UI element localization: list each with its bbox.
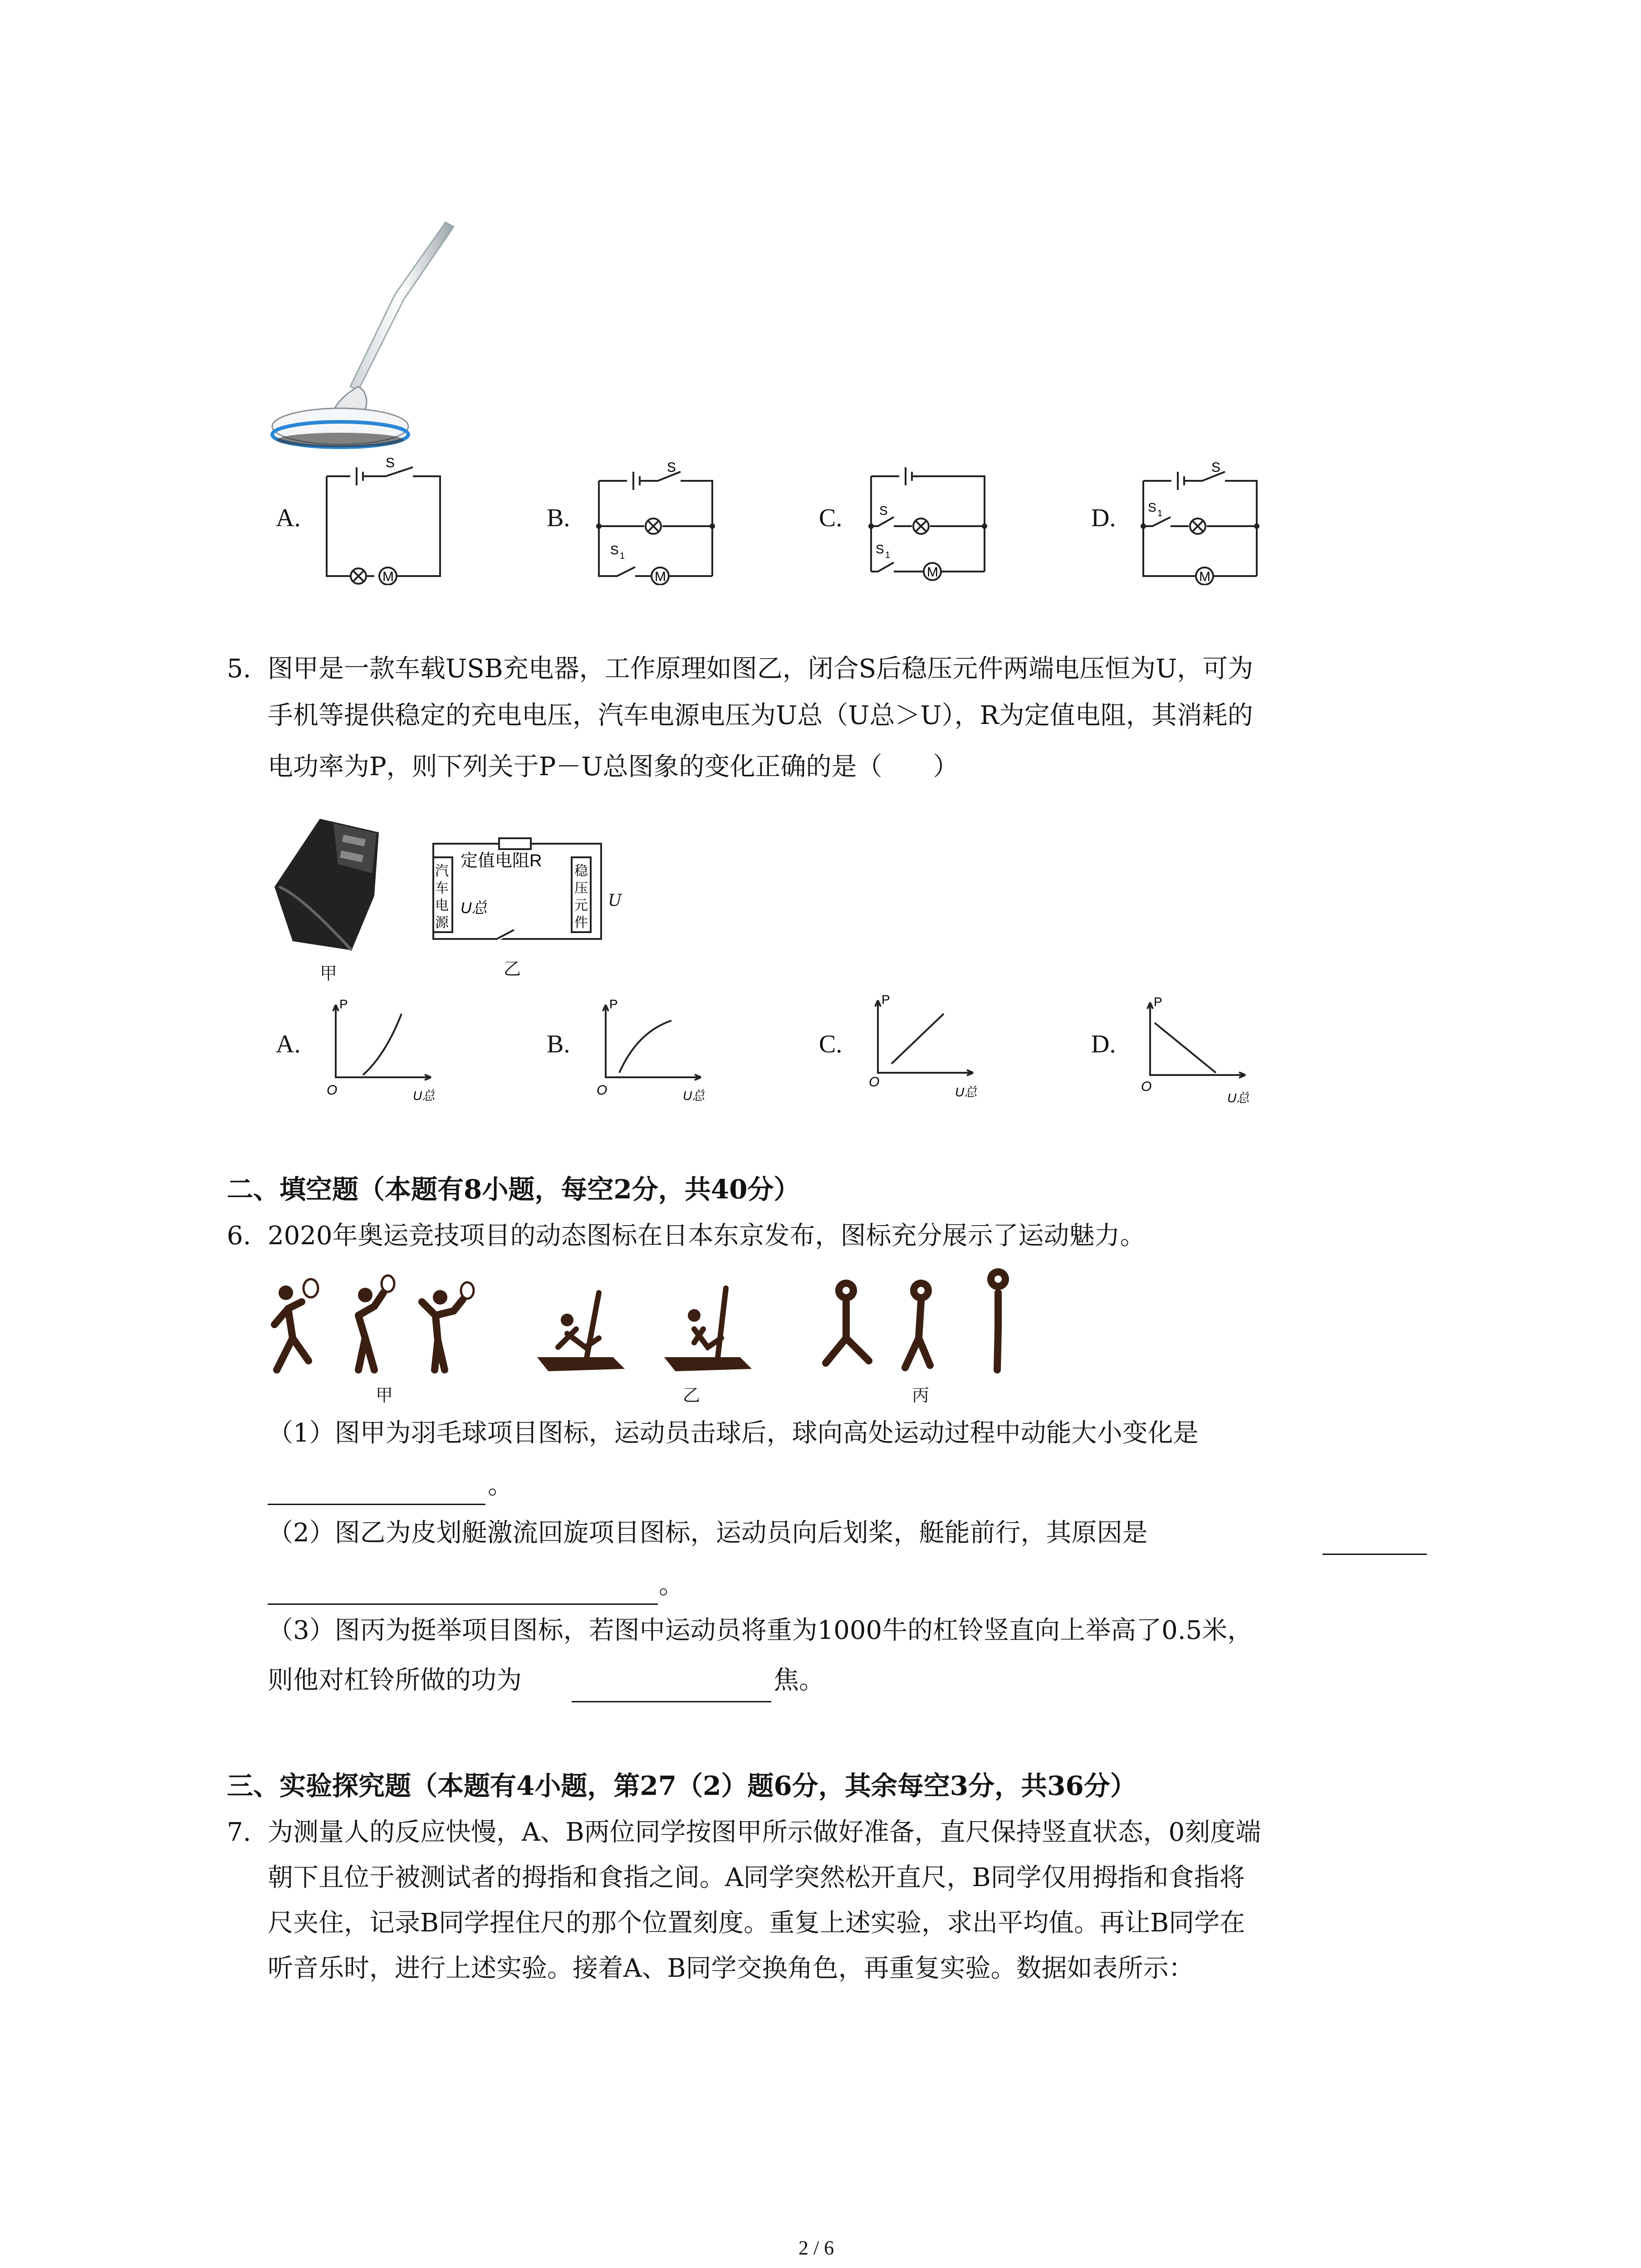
right-box-char-3: 元 xyxy=(574,898,588,913)
left-box-char-2: 车 xyxy=(435,881,449,896)
switch-label: S xyxy=(386,455,395,470)
q5-graph-a xyxy=(322,996,458,1109)
right-box-char-1: 稳 xyxy=(574,864,588,879)
floor-mop-image xyxy=(268,218,458,458)
axis-y-label: P xyxy=(882,992,890,1007)
switch-label: S xyxy=(1211,460,1221,475)
motor-label: M xyxy=(927,565,938,580)
q4-option-b-label: B. xyxy=(547,504,570,532)
fig-jia-label: 甲 xyxy=(376,1385,393,1405)
motor-label: M xyxy=(1199,569,1210,584)
q5-option-c-label: C. xyxy=(819,1030,843,1058)
canoe-pictograms xyxy=(531,1279,776,1383)
q5-stem-line-1: 图甲是一款车载USB充电器，工作原理如图乙，闭合S后稳压元件两端电压恒为U，可为 xyxy=(268,654,1254,684)
q7-line-2: 朝下且位于被测试者的拇指和食指之间。A同学突然松开直尺，B同学仅用拇指和食指将 xyxy=(268,1863,1245,1892)
q6-part2-blank-b[interactable] xyxy=(268,1603,658,1605)
fig-bing-label: 丙 xyxy=(912,1385,930,1405)
q4-circuit-c xyxy=(862,454,998,585)
origin-label: O xyxy=(1141,1079,1152,1094)
q6-part2-blank-a[interactable] xyxy=(1323,1554,1427,1555)
switch1-subscript: 1 xyxy=(885,550,891,560)
q6-part1-end: 。 xyxy=(488,1471,513,1500)
q4-circuit-b xyxy=(590,454,726,585)
q4-option-a-label: A. xyxy=(276,504,301,532)
q6-part3-line1: （3）图丙为挺举项目图标，若图中运动员将重为1000牛的杠铃竖直向上举高了0.5米， xyxy=(268,1616,1253,1645)
switch1-subscript: 1 xyxy=(620,551,625,561)
q4-circuit-d xyxy=(1134,454,1270,585)
motor-label: M xyxy=(382,569,394,584)
origin-label: O xyxy=(327,1083,338,1098)
left-box-char-1: 汽 xyxy=(435,864,449,879)
origin-label: O xyxy=(597,1083,607,1098)
axis-x-label: U总 xyxy=(683,1089,705,1103)
weightlifting-pictograms xyxy=(808,1266,1016,1383)
q4-option-d-label: D. xyxy=(1091,504,1116,532)
q6-part2: （2）图乙为皮划艇激流回旋项目图标，运动员向后划桨，艇能前行，其原因是 xyxy=(268,1518,1148,1548)
left-box-char-3: 电 xyxy=(435,898,449,913)
q5-option-b-label: B. xyxy=(547,1030,570,1058)
resistor-label: 定值电阻R xyxy=(460,851,542,870)
left-box-char-4: 源 xyxy=(435,915,449,930)
q5-option-a-label: A. xyxy=(276,1030,301,1058)
right-box-char-4: 件 xyxy=(574,915,588,930)
q7-line-4: 听音乐时，进行上述实验。接着A、B同学交换角色，再重复实验。数据如表所示： xyxy=(268,1954,1194,1983)
section-2-title: 二、填空题（本题有8小题，每空2分，共40分） xyxy=(227,1174,800,1205)
motor-label: M xyxy=(655,569,666,584)
switch-label: S xyxy=(879,503,888,518)
q5-option-d-label: D. xyxy=(1091,1030,1116,1058)
q4-option-c-label: C. xyxy=(819,504,843,532)
q6-part3-blank[interactable] xyxy=(572,1701,771,1702)
q5-graph-d xyxy=(1136,993,1273,1111)
page-number: 2 / 6 xyxy=(798,2237,834,2259)
q5-stem-line-2: 手机等提供稳定的充电电压，汽车电源电压为U总（U总＞U），R为定值电阻，其消耗的 xyxy=(268,701,1253,730)
q5-graph-c xyxy=(864,991,1000,1109)
switch1-label: S xyxy=(876,542,884,556)
u-total-label: U总 xyxy=(460,899,487,917)
axis-x-label: U总 xyxy=(1227,1091,1249,1105)
q6-part2-end: 。 xyxy=(659,1570,684,1600)
axis-x-label: U总 xyxy=(413,1089,435,1103)
fig-yi-label: 乙 xyxy=(683,1385,700,1405)
fig-yi-caption: 乙 xyxy=(504,959,521,979)
section-3-title: 三、实验探究题（本题有4小题，第27（2）题6分，其余每空3分，共36分） xyxy=(227,1770,1136,1801)
q5-circuit-yi xyxy=(429,830,606,948)
q7-number: 7. xyxy=(227,1818,251,1847)
badminton-pictograms xyxy=(268,1266,513,1388)
switch-label: S xyxy=(667,460,676,475)
q6-part1: （1）图甲为羽毛球项目图标，运动员击球后，球向高处运动过程中动能大小变化是 xyxy=(268,1418,1199,1448)
usb-charger-image xyxy=(265,805,402,959)
q7-line-1: 为测量人的反应快慢，A、B两位同学按图甲所示做好准备，直尺保持竖直状态，0刻度端 xyxy=(268,1818,1261,1847)
q6-part3-unit: 焦。 xyxy=(774,1666,824,1695)
q5-graph-b xyxy=(592,996,728,1109)
origin-label: O xyxy=(869,1075,880,1090)
q6-part1-blank[interactable] xyxy=(268,1504,485,1505)
fig-jia-caption: 甲 xyxy=(320,963,338,983)
q6-part3-line2: 则他对杠铃所做的功为 xyxy=(268,1666,522,1695)
u-label: U xyxy=(608,891,622,910)
q6-number: 6. xyxy=(227,1221,251,1251)
q7-line-3: 尺夹住，记录B同学捏住尺的那个位置刻度。重复上述实验，求出平均值。再让B同学在 xyxy=(268,1908,1245,1938)
q6-stem: 2020年奥运竞技项目的动态图标在日本东京发布，图标充分展示了运动魅力。 xyxy=(268,1221,1146,1251)
axis-y-label: P xyxy=(1154,995,1162,1009)
q5-number: 5. xyxy=(227,654,251,684)
axis-y-label: P xyxy=(339,997,348,1011)
axis-y-label: P xyxy=(609,997,618,1011)
switch1-label: S xyxy=(610,543,619,557)
switch1-subscript: 1 xyxy=(1157,508,1163,518)
q4-circuit-a xyxy=(318,454,454,585)
q5-stem-line-3: 电功率为P，则下列关于P－U总图象的变化正确的是（ ） xyxy=(268,752,959,782)
axis-x-label: U总 xyxy=(955,1085,977,1099)
switch1-label: S xyxy=(1148,500,1156,514)
right-box-char-2: 压 xyxy=(574,881,588,896)
